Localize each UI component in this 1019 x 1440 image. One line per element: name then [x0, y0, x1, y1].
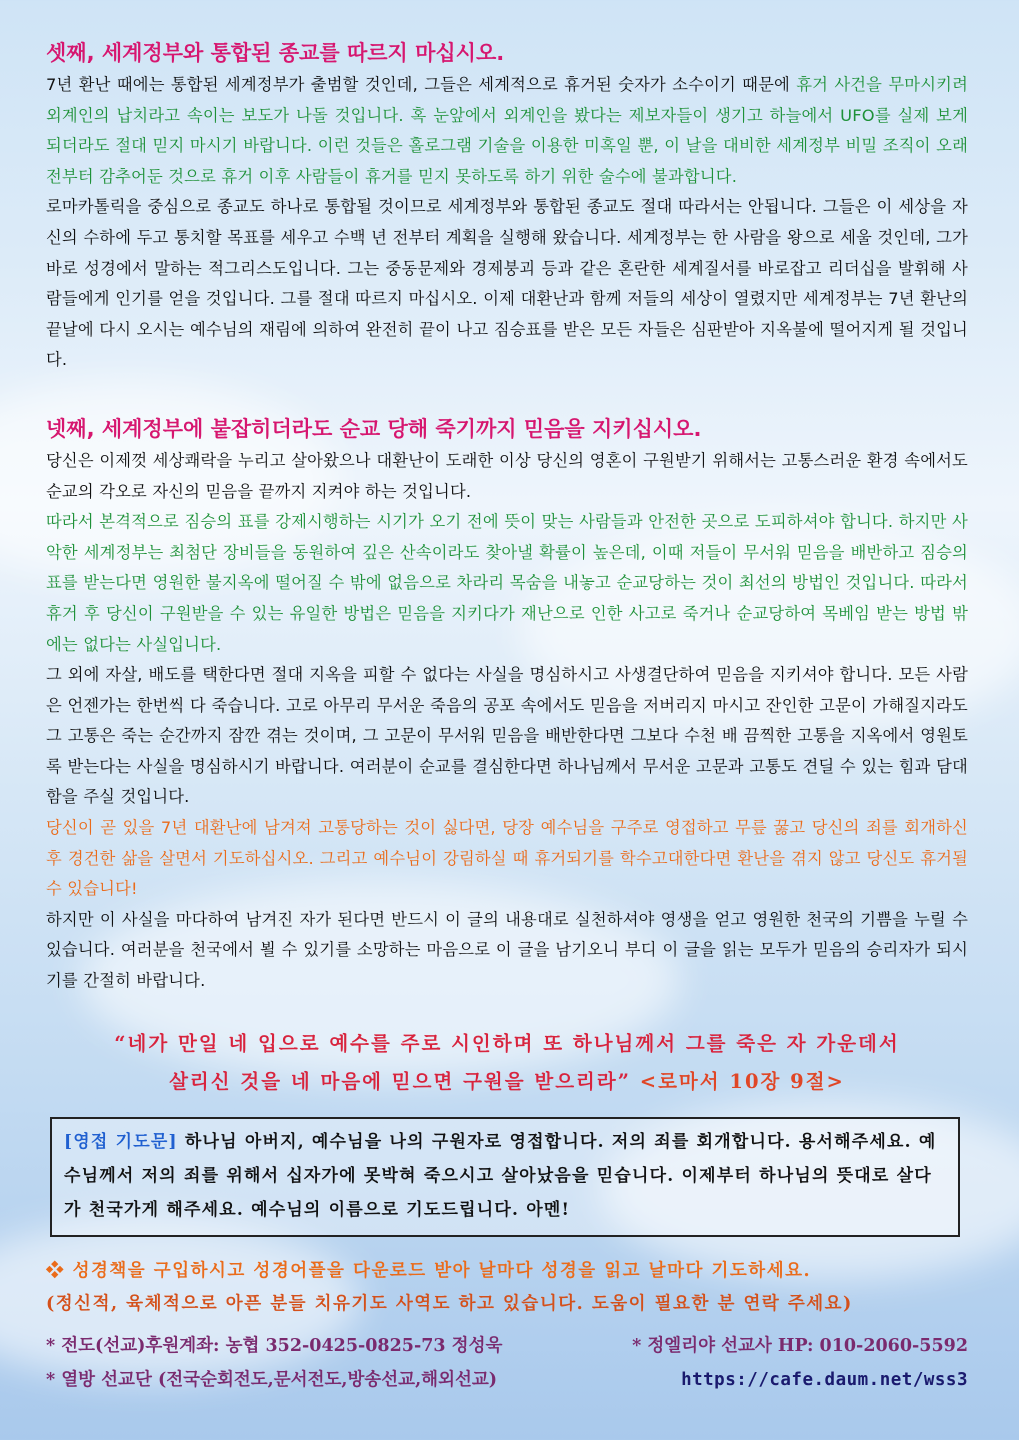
mission-group: * 열방 선교단 (전국순회전도,문서전도,방송선교,해외선교) [46, 1369, 498, 1390]
prayer-text: 하나님 아버지, 예수님을 나의 구원자로 영접합니다. 저의 죄를 회개합니다. 용서해주세요. 예수님께서 저의 죄를 위해서 십자가에 못박혀 죽으시고 살아났음을 믿습니다. 이제부터 하나님의 뜻대로 살다가 천국가게 해주세요. 예수님의 이름으로 기도드립니다. 아멘! [64, 1131, 937, 1220]
section3-p1-black: 7년 환난 때에는 통합된 세계정부가 출범할 것인데, 그들은 세계적으로 휴거된 숫자가 소수이기 때문에 [46, 75, 797, 94]
prayer-box [50, 1117, 960, 1237]
section3-p1-green: 휴거 사건을 무마시키려 외계인의 납치라고 속이는 보도가 나돌 것입니다. 혹 눈앞에서 외계인을 봤다는 제보자들이 생기고 하늘에서 UFO를 실제 보게 되더라도 절대 믿지 마시기 바랍니다. 이런 것들은 홀로그램 기술을 이용한 미혹일 뿐, 이 날을 대비한 세계정부 비밀 조직이 오래전부터 감추어둔 것으로 휴거 이후 사람들이 휴거를 믿지 못하도록 하기 위한 술수에 불과합니다. [46, 75, 968, 186]
quote-line-2: 살리신 것을 네 마음에 믿으면 구원을 받으리라” [169, 1069, 631, 1093]
quote-line-1: “네가 만일 네 입으로 예수를 주로 시인하며 또 하나님께서 그를 죽은 자 가운데서 [114, 1031, 900, 1055]
contact-row-1 [46, 1329, 968, 1363]
notice-line-2: (정신적, 육체적으로 아픈 분들 치유기도 사역도 하고 있습니다. 도움이 필요한 분 연락 주세요) [46, 1293, 853, 1314]
donation-account: * 전도(선교)후원계좌: 농협 352-0425-0825-73 정성욱 [46, 1335, 503, 1356]
section3-heading: 셋째, 세계정부와 통합된 종교를 따르지 마십시오. [46, 41, 505, 65]
notice-block [46, 1255, 968, 1321]
section4-paragraph-5: 하지만 이 사실을 마다하여 남겨진 자가 된다면 반드시 이 글의 내용대로 실천하셔야 영생을 얻고 영원한 천국의 기쁨을 누릴 수 있습니다. 여러분을 천국에서 뵐 수 있기를 소망하는 마음으로 이 글을 남기오니 부디 이 글을 읽는 모두가 믿음의 승리자가 되시기를 간절히 바랍니다. [46, 909, 968, 991]
section4-paragraph-3: 그 외에 자살, 배도를 택한다면 절대 지옥을 피할 수 없다는 사실을 명심하시고 사생결단하여 믿음을 지키셔야 합니다. 모든 사람은 언젠가는 한번씩 다 죽습니다. 고로 아무리 무서운 죽음의 공포 속에서도 믿음을 저버리지 마시고 잔인한 고문이 가해질지라도 그 고통은 죽는 순간까지 잠깐 겪는 것이며, 그 고문이 무서워 믿음을 배반한다면 그보다 수천 배 끔찍한 고통을 지옥에서 영원토록 받는다는 사실을 명심하시기 바랍니다. 여러분이 순교를 결심한다면 하나님께서 무서운 고문과 고통도 견딜 수 있는 힘과 담대함을 주실 것입니다. [46, 665, 968, 807]
cafe-link[interactable]: https://cafe.daum.net/wss3 [681, 1369, 968, 1390]
section4-paragraph-4: 당신이 곧 있을 7년 대환난에 남겨져 고통당하는 것이 싫다면, 당장 예수님을 구주로 영접하고 무릎 꿇고 당신의 죄를 회개하신 후 경건한 삶을 살면서 기도하십시오. 그리고 예수님이 강림하실 때 휴거되기를 학수고대한다면 환난을 겪지 않고 당신도 휴거될 수 있습니다! [46, 818, 968, 899]
quote-reference: <로마서 10장 9절> [639, 1069, 845, 1093]
bible-quote [46, 1025, 968, 1101]
prayer-tag: [영접 기도문] [64, 1131, 178, 1152]
contact-block [46, 1329, 968, 1397]
notice-line-1: ❖ 성경책을 구입하시고 성경어플을 다운로드 받아 날마다 성경을 읽고 날마다 기도하세요. [46, 1260, 812, 1281]
section4-heading: 넷째, 세계정부에 붙잡히더라도 순교 당해 죽기까지 믿음을 지키십시오. [46, 416, 702, 441]
contact-row-2 [46, 1363, 968, 1397]
quote-line-2-wrapper [46, 1063, 968, 1101]
section3-paragraph-2: 로마카톨릭을 중심으로 종교도 하나로 통합될 것이므로 세계정부와 통합된 종교도 절대 따라서는 안됩니다. 그들은 이 세상을 자신의 수하에 두고 통치할 목표를 세우고 수백 년 전부터 계획을 실행해 왔습니다. 세계정부는 한 사람을 왕으로 세울 것인데, 그가 바로 성경에서 말하는 적그리스도입니다. 그는 중동문제와 경제붕괴 등과 같은 혼란한 세계질서를 바로잡고 리더십을 발휘해 사람들에게 인기를 얻을 것입니다. 그를 절대 따르지 마십시오. 이제 대환난과 함께 저들의 세상이 열렸지만 세계정부는 7년 환난의 끝날에 다시 오시는 예수님의 재림에 의하여 완전히 끝이 나고 짐승표를 받은 모든 자들은 심판받아 지옥불에 떨어지게 될 것입니다. [46, 197, 968, 370]
section3-paragraph-1 [46, 70, 968, 192]
flyer-page [46, 38, 968, 1397]
missionary-phone: * 정엘리야 선교사 HP: 010-2060-5592 [632, 1335, 968, 1356]
section4-paragraph-2: 따라서 본격적으로 짐승의 표를 강제시행하는 시기가 오기 전에 뜻이 맞는 사람들과 안전한 곳으로 도피하셔야 합니다. 하지만 사악한 세계정부는 최첨단 장비들을 동원하여 깊은 산속이라도 찾아낼 확률이 높은데, 이때 저들이 무서워 믿음을 배반하고 짐승의 표를 받는다면 영원한 불지옥에 떨어질 수 밖에 없음으로 차라리 목숨을 내놓고 순교당하는 것이 최선의 방법인 것입니다. 따라서 휴거 후 당신이 구원받을 수 있는 유일한 방법은 믿음을 지키다가 재난으로 인한 사고로 죽거나 순교당하여 목베임 받는 방법 밖에는 없다는 사실입니다. [46, 512, 968, 654]
section4-paragraph-1: 당신은 이제껏 세상쾌락을 누리고 살아왔으나 대환난이 도래한 이상 당신의 영혼이 구원받기 위해서는 고통스러운 환경 속에서도 순교의 각오로 자신의 믿음을 끝까지 지켜야 하는 것입니다. [46, 450, 968, 501]
